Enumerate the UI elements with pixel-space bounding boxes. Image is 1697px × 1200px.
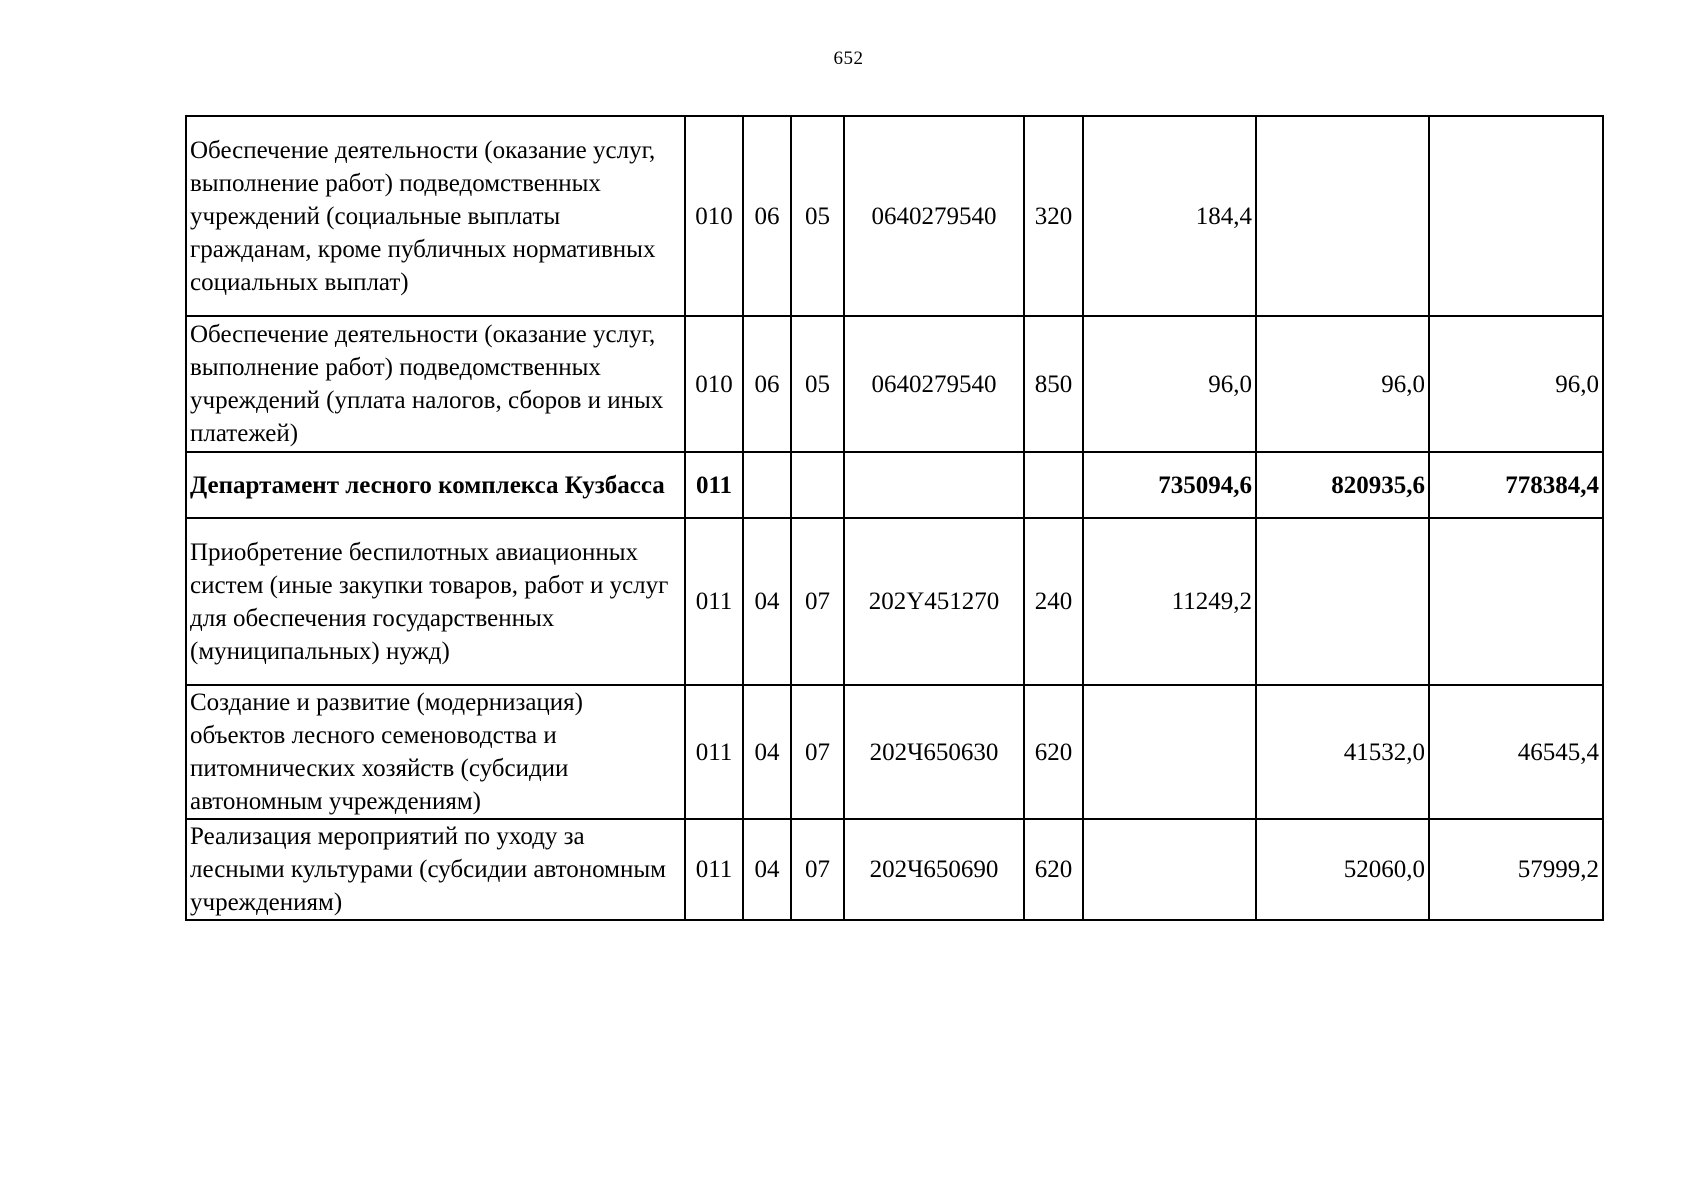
amount-year-1: 11249,2 <box>1083 518 1256 685</box>
amount-year-2: 820935,6 <box>1256 452 1429 518</box>
subsection-code: 05 <box>791 316 844 452</box>
row-name: Обеспечение деятельности (оказание услуг, выполнение работ) подведомственных учреждений (уплата налогов, сборов и иных платежей) <box>186 316 685 452</box>
ministry-code: 011 <box>685 452 743 518</box>
table-row <box>186 518 1603 685</box>
ministry-code: 011 <box>685 685 743 819</box>
expense-type-code: 620 <box>1024 685 1083 819</box>
subsection-code: 07 <box>791 518 844 685</box>
expense-type-code: 620 <box>1024 819 1083 920</box>
amount-year-2: 41532,0 <box>1256 685 1429 819</box>
amount-year-1: 96,0 <box>1083 316 1256 452</box>
table-row <box>186 685 1603 819</box>
amount-year-2 <box>1256 116 1429 316</box>
amount-year-1: 184,4 <box>1083 116 1256 316</box>
subsection-code: 05 <box>791 116 844 316</box>
amount-year-3 <box>1429 116 1603 316</box>
expense-type-code <box>1024 452 1083 518</box>
section-code: 04 <box>743 819 791 920</box>
expense-type-code: 850 <box>1024 316 1083 452</box>
section-code: 06 <box>743 316 791 452</box>
ministry-code: 011 <box>685 819 743 920</box>
amount-year-1 <box>1083 819 1256 920</box>
subsection-code: 07 <box>791 819 844 920</box>
target-article-code <box>844 452 1024 518</box>
amount-year-1: 735094,6 <box>1083 452 1256 518</box>
table-row <box>186 452 1603 518</box>
table-row <box>186 116 1603 316</box>
section-code: 06 <box>743 116 791 316</box>
expense-type-code: 240 <box>1024 518 1083 685</box>
amount-year-3 <box>1429 518 1603 685</box>
subsection-code <box>791 452 844 518</box>
amount-year-2: 52060,0 <box>1256 819 1429 920</box>
target-article-code: 202Ч650690 <box>844 819 1024 920</box>
row-name: Обеспечение деятельности (оказание услуг, выполнение работ) подведомственных учреждений (социальные выплаты гражданам, кроме публичных нормативных социальных выплат) <box>186 116 685 316</box>
page-number: 652 <box>833 48 864 69</box>
section-code: 04 <box>743 518 791 685</box>
table-body <box>186 116 1603 920</box>
amount-year-2 <box>1256 518 1429 685</box>
expense-type-code: 320 <box>1024 116 1083 316</box>
target-article-code: 202Ч650630 <box>844 685 1024 819</box>
ministry-code: 010 <box>685 316 743 452</box>
amount-year-2: 96,0 <box>1256 316 1429 452</box>
ministry-code: 011 <box>685 518 743 685</box>
ministry-code: 010 <box>685 116 743 316</box>
amount-year-3: 778384,4 <box>1429 452 1603 518</box>
section-code: 04 <box>743 685 791 819</box>
target-article-code: 0640279540 <box>844 316 1024 452</box>
amount-year-3: 57999,2 <box>1429 819 1603 920</box>
table-row <box>186 819 1603 920</box>
amount-year-3: 46545,4 <box>1429 685 1603 819</box>
row-name: Реализация мероприятий по уходу за лесными культурами (субсидии автономным учреждениям) <box>186 819 685 920</box>
table-row <box>186 316 1603 452</box>
budget-table <box>185 115 1604 921</box>
target-article-code: 0640279540 <box>844 116 1024 316</box>
amount-year-1 <box>1083 685 1256 819</box>
row-name: Департамент лесного комплекса Кузбасса <box>186 452 685 518</box>
subsection-code: 07 <box>791 685 844 819</box>
row-name: Приобретение беспилотных авиационных систем (иные закупки товаров, работ и услуг для обеспечения государственных (муниципальных) нужд) <box>186 518 685 685</box>
amount-year-3: 96,0 <box>1429 316 1603 452</box>
row-name: Создание и развитие (модернизация) объектов лесного семеноводства и питомнических хозяйств (субсидии автономным учреждениям) <box>186 685 685 819</box>
section-code <box>743 452 791 518</box>
target-article-code: 202Y451270 <box>844 518 1024 685</box>
